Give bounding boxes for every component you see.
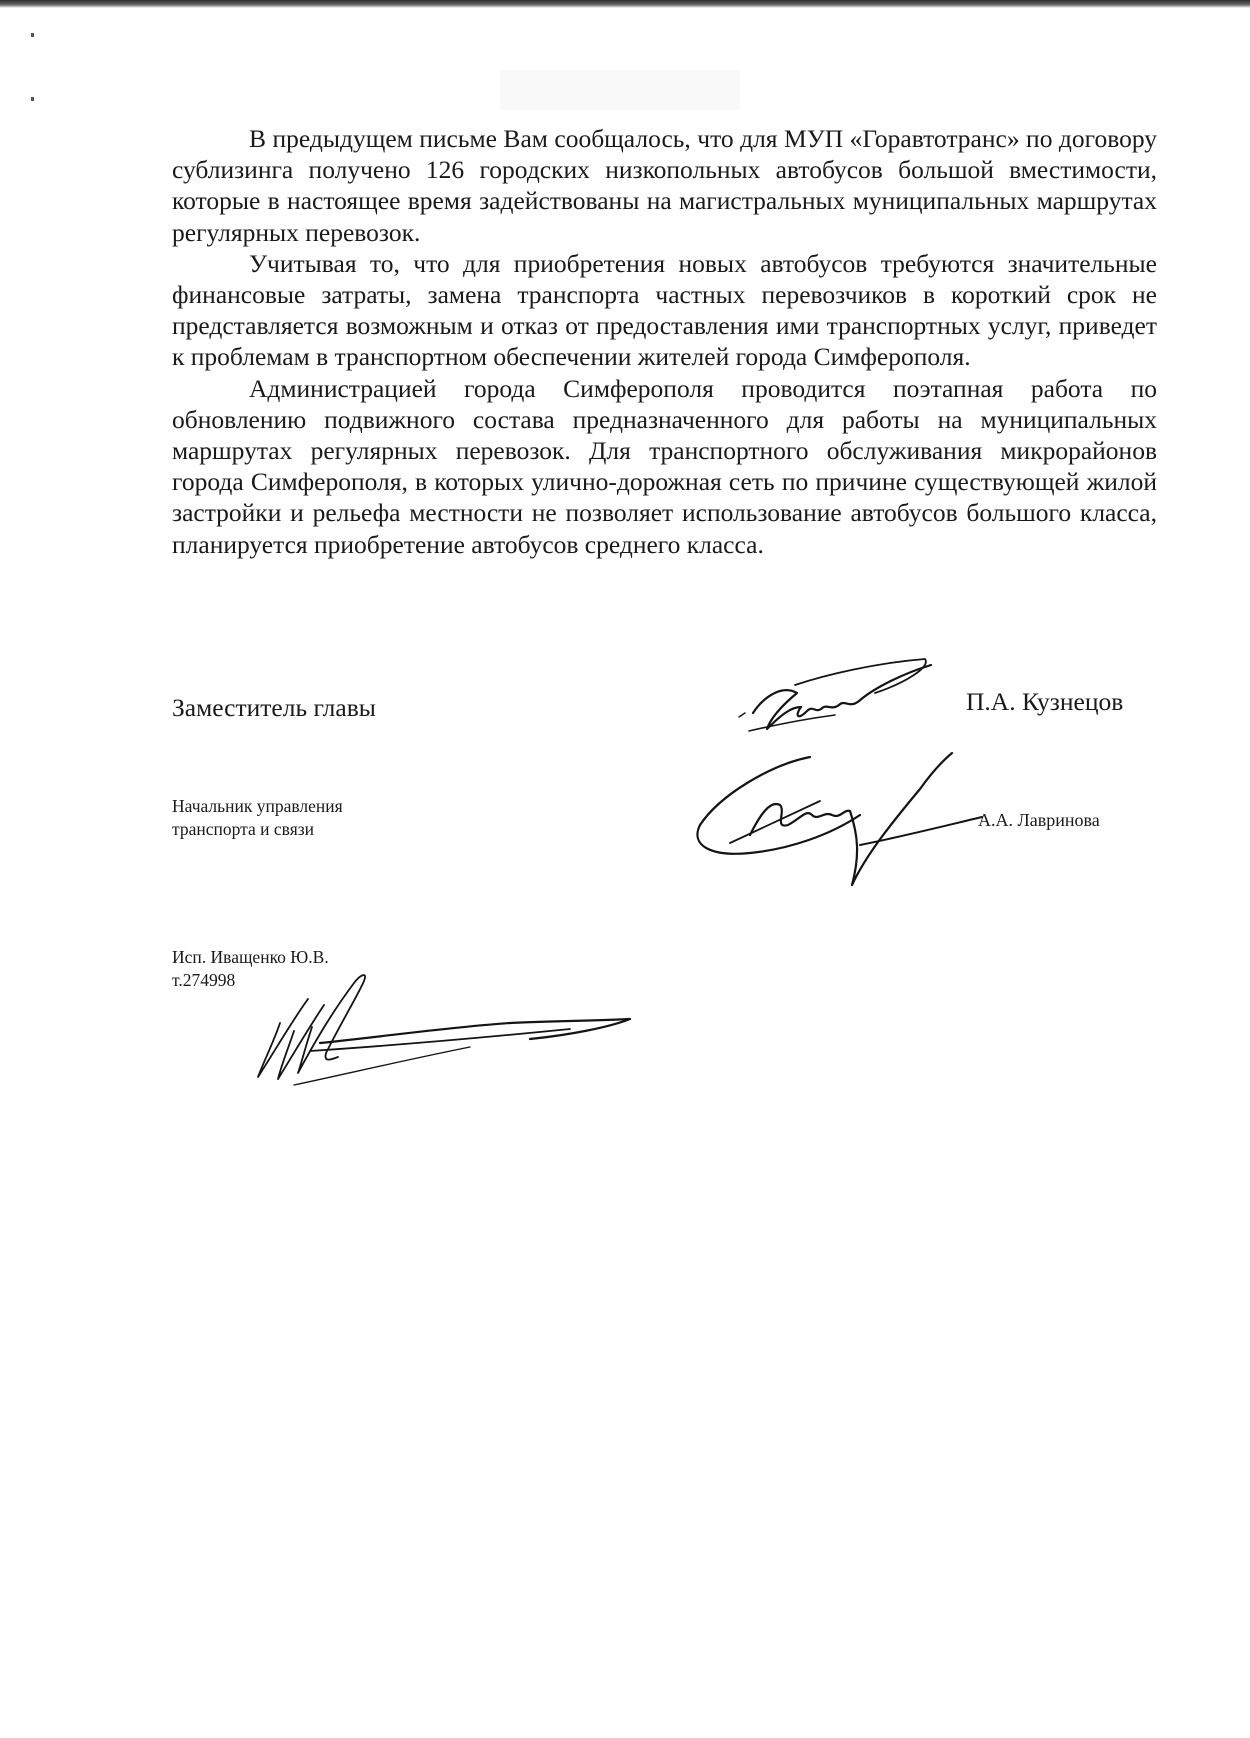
executor-name: Исп. Иващенко Ю.В. bbox=[172, 947, 329, 967]
head-signature bbox=[690, 745, 990, 895]
paragraph-3: Администрацией города Симферополя проводится поэтапная работа по обновлению подвижного состава предназначенного для работы на муниципальных маршрутах регулярных перевозок. Для транспортного обслуживания микрорайонов города Симферополя, в которых улично-дорожная сеть по причине существующей жилой застройки и рельефа местности не позволяет использование автобусов большого класса, планируется приобретение автобусов среднего класса. bbox=[172, 373, 1157, 559]
head-name: А.А. Лавринова bbox=[978, 810, 1100, 830]
deputy-title: Заместитель главы bbox=[172, 693, 376, 722]
head-title-line-2: транспорта и связи bbox=[172, 819, 315, 839]
head-title bbox=[172, 795, 343, 841]
head-title-line-1: Начальник управления bbox=[172, 796, 343, 816]
executor-signature bbox=[250, 965, 640, 1095]
margin-mark bbox=[31, 97, 34, 101]
scan-top-edge bbox=[0, 0, 1250, 8]
paragraph-1: В предыдущем письме Вам сообщалось, что для МУП «Горавтотранс» по договору сублизинга получено 126 городских низкопольных автобусов большой вместимости, которые в настоящее время задействованы на магистральных муниципальных маршрутах регулярных перевозок. bbox=[172, 124, 1157, 247]
scan-ghost-mark bbox=[500, 70, 740, 110]
deputy-signature bbox=[735, 655, 935, 745]
letter-body bbox=[172, 123, 1157, 560]
paragraph-2: Учитывая то, что для приобретения новых автобусов требуются значительные финансовые затраты, замена транспорта частных перевозчиков в короткий срок не представляется возможным и отказ от предоставления ими транспортных услуг, приведет к проблемам в транспортном обеспечении жителей города Симферополя. bbox=[172, 248, 1157, 372]
executor-phone: т.274998 bbox=[172, 970, 236, 990]
deputy-name: П.А. Кузнецов bbox=[966, 687, 1124, 716]
margin-mark bbox=[31, 33, 34, 37]
